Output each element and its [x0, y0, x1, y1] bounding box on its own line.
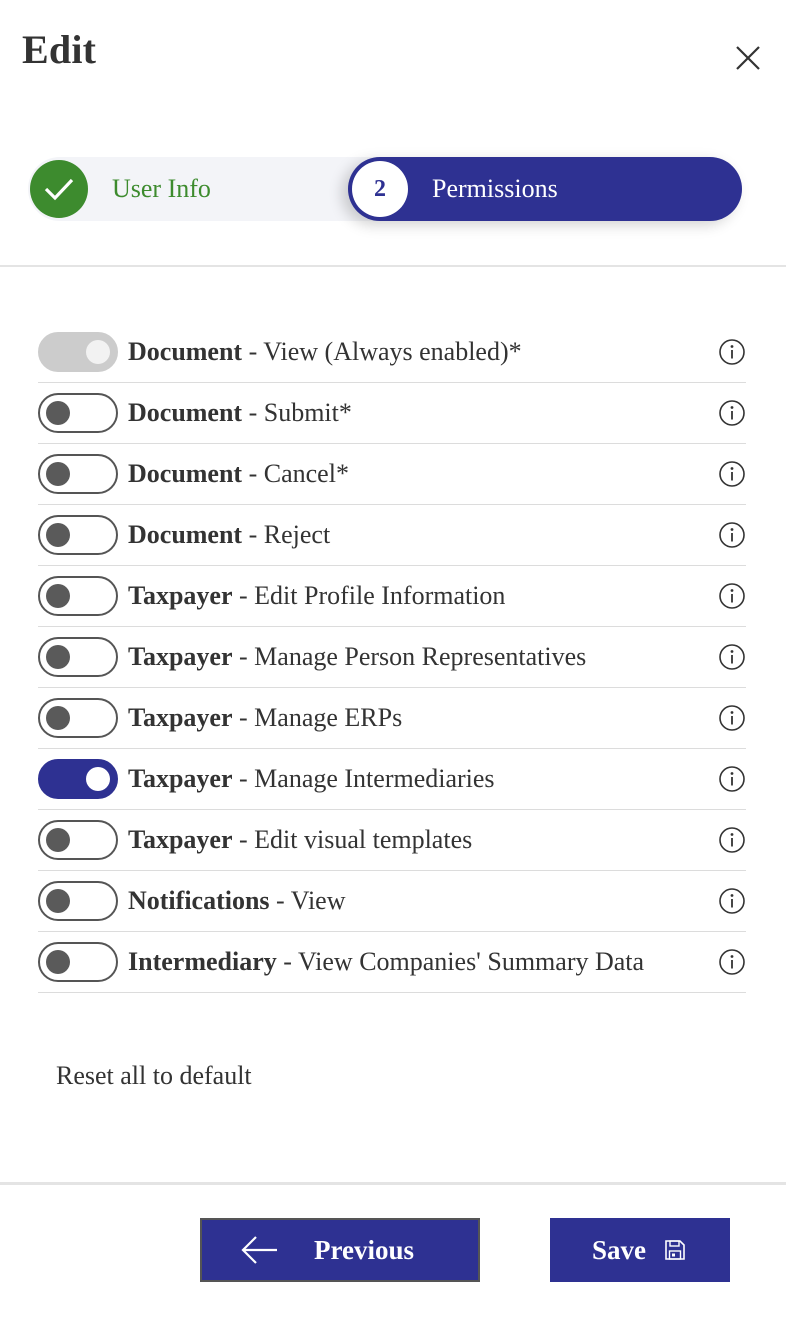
toggle-knob — [46, 584, 70, 608]
list-item — [38, 505, 746, 566]
permission-category: Document — [128, 459, 243, 488]
toggle-knob — [46, 950, 70, 974]
permission-label: - Submit* — [242, 398, 352, 427]
list-item — [38, 627, 746, 688]
permission-toggle[interactable] — [38, 881, 118, 921]
permission-toggle[interactable] — [38, 759, 118, 799]
step-user-info-label: User Info — [112, 174, 211, 203]
permission-category: Intermediary — [128, 947, 277, 976]
list-item — [38, 444, 746, 505]
permission-toggle[interactable] — [38, 942, 118, 982]
permission-category: Taxpayer — [128, 764, 233, 793]
permission-label: - Edit visual templates — [232, 825, 473, 854]
step-number-badge: 2 — [352, 161, 408, 217]
permission-toggle[interactable] — [38, 576, 118, 616]
info-icon[interactable] — [718, 582, 746, 610]
info-icon[interactable] — [718, 643, 746, 671]
previous-button-label: Previous — [314, 1234, 414, 1265]
save-button-label: Save — [592, 1234, 646, 1265]
permission-category: Taxpayer — [128, 581, 233, 610]
stepper — [28, 157, 742, 221]
list-item — [38, 810, 746, 871]
info-icon[interactable] — [718, 948, 746, 976]
page-title: Edit — [22, 27, 97, 72]
permission-label: - View Companies' Summary Data — [276, 947, 645, 976]
check-icon — [30, 160, 88, 218]
permission-label: - View — [269, 886, 346, 915]
permission-label: - Reject — [242, 520, 331, 549]
footer-divider — [0, 1182, 786, 1185]
toggle-knob — [46, 523, 70, 547]
info-icon[interactable] — [718, 887, 746, 915]
permission-category: Notifications — [128, 886, 270, 915]
permission-label: - Edit Profile Information — [232, 581, 506, 610]
permissions-list — [38, 322, 746, 993]
permission-label: - Manage ERPs — [232, 703, 403, 732]
permission-toggle[interactable] — [38, 698, 118, 738]
floppy-disk-icon — [664, 1239, 686, 1261]
info-icon[interactable] — [718, 399, 746, 427]
list-item — [38, 566, 746, 627]
permission-category: Taxpayer — [128, 703, 233, 732]
permission-category: Document — [128, 398, 243, 427]
previous-button[interactable] — [200, 1218, 480, 1282]
toggle-knob — [46, 401, 70, 425]
permission-toggle — [38, 332, 118, 372]
permission-label: - Manage Intermediaries — [232, 764, 495, 793]
info-icon[interactable] — [718, 460, 746, 488]
toggle-knob — [46, 889, 70, 913]
permission-category: Taxpayer — [128, 642, 233, 671]
info-icon[interactable] — [718, 704, 746, 732]
close-button[interactable] — [728, 38, 768, 78]
permission-label: - View (Always enabled)* — [242, 337, 522, 366]
toggle-knob — [46, 828, 70, 852]
list-item — [38, 383, 746, 444]
arrow-left-icon — [240, 1235, 280, 1265]
info-icon[interactable] — [718, 338, 746, 366]
permission-label: - Manage Person Representatives — [232, 642, 587, 671]
permission-toggle[interactable] — [38, 515, 118, 555]
step-user-info[interactable] — [28, 157, 211, 221]
list-item — [38, 932, 746, 993]
permission-category: Taxpayer — [128, 825, 233, 854]
permission-label: - Cancel* — [242, 459, 349, 488]
info-icon[interactable] — [718, 765, 746, 793]
info-icon[interactable] — [718, 826, 746, 854]
info-icon[interactable] — [718, 521, 746, 549]
toggle-knob — [86, 767, 110, 791]
toggle-knob — [46, 462, 70, 486]
permission-category: Document — [128, 337, 243, 366]
list-item — [38, 749, 746, 810]
toggle-knob — [86, 340, 110, 364]
step-permissions[interactable] — [348, 157, 742, 221]
list-item — [38, 322, 746, 383]
permission-category: Document — [128, 520, 243, 549]
toggle-knob — [46, 645, 70, 669]
permission-toggle[interactable] — [38, 454, 118, 494]
close-icon — [728, 38, 768, 78]
permission-toggle[interactable] — [38, 393, 118, 433]
reset-all-link[interactable]: Reset all to default — [56, 1061, 252, 1090]
save-button[interactable] — [550, 1218, 730, 1282]
permission-toggle[interactable] — [38, 637, 118, 677]
list-item — [38, 688, 746, 749]
header-divider — [0, 265, 786, 267]
list-item — [38, 871, 746, 932]
permission-toggle[interactable] — [38, 820, 118, 860]
step-permissions-label: Permissions — [432, 174, 558, 203]
toggle-knob — [46, 706, 70, 730]
